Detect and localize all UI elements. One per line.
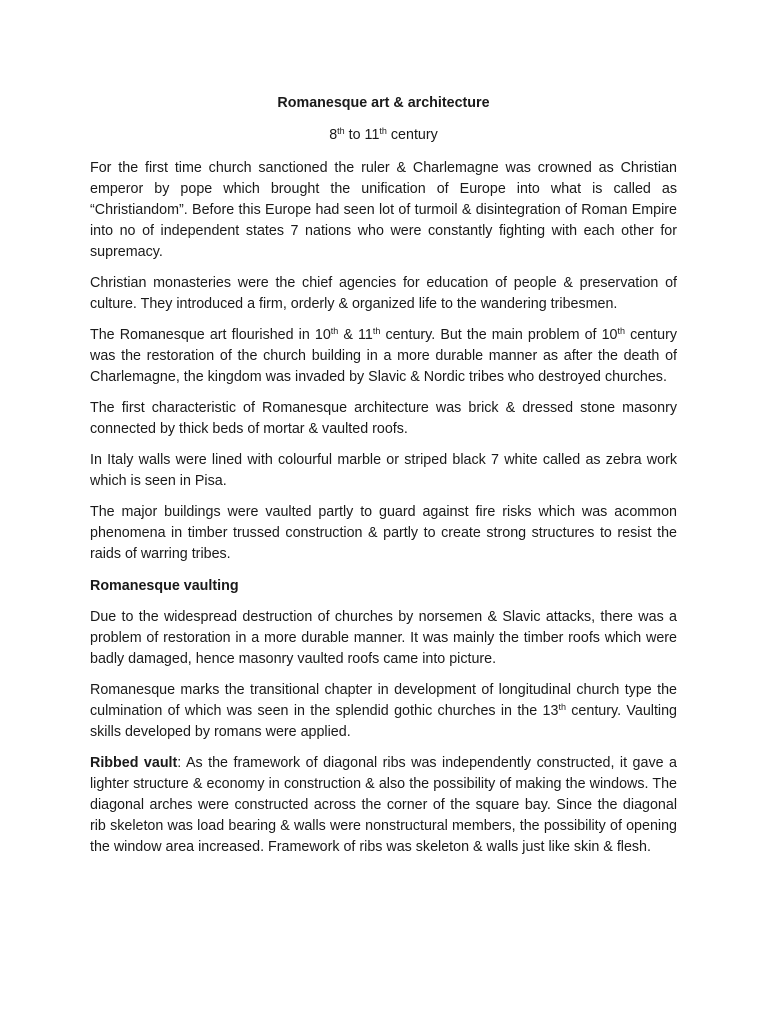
paragraph-3-part-d: century was the restoration of the church building in a more durable manner as after the death of Charlemagne, the kingdom was invaded by Slavic & Nordic tribes who destroyed churches.	[90, 327, 677, 385]
paragraph-3-part-c: century. But the main problem of 10	[380, 327, 618, 343]
paragraph-8-sup: th	[558, 702, 566, 712]
subtitle-end: century	[386, 127, 438, 143]
paragraph-3-part-b: & 11	[338, 327, 373, 343]
subtitle-start-sup: th	[337, 126, 345, 136]
paragraph-8-part-b: century. Vaulting skills developed by romans were applied.	[90, 703, 677, 740]
paragraph-8-part-a: Romanesque marks the transitional chapter in development of longitudinal church type the culmination of which was seen in the splendid gothic churches in the 13	[90, 682, 677, 719]
paragraph-9	[90, 753, 677, 858]
paragraph-5: In Italy walls were lined with colourful marble or striped black 7 white called as zebra work which is seen in Pisa.	[90, 452, 677, 489]
paragraph-4: The first characteristic of Romanesque architecture was brick & dressed stone masonry connected by thick beds of mortar & vaulted roofs.	[90, 400, 677, 437]
paragraph-2: Christian monasteries were the chief agencies for education of people & preservation of culture. They introduced a firm, orderly & organized life to the wandering tribesmen.	[90, 275, 677, 312]
paragraph-9-text: : As the framework of diagonal ribs was independently constructed, it gave a lighter structure & economy in construction & also the possibility of making the windows. The diagonal arches were constructed across the corner of the square bay. Since the diagonal rib skeleton was load bearing & walls were nonstructural members, the possibility of opening the window area increased. Framework of ribs was skeleton & walls just like skin & flesh.	[90, 755, 677, 855]
subtitle-start: 8	[329, 127, 338, 143]
document-page	[90, 93, 677, 858]
paragraph-7: Due to the widespread destruction of churches by norsemen & Slavic attacks, there was a problem of restoration in a more durable manner. It was mainly the timber roofs which were badly damaged, hence masonry vaulted roofs came into picture.	[90, 609, 677, 667]
subtitle-middle: to 11	[344, 127, 380, 143]
paragraph-3	[90, 325, 677, 388]
document-title: Romanesque art & architecture	[277, 95, 490, 111]
paragraph-8	[90, 680, 677, 743]
ribbed-vault-term: Ribbed vault	[90, 755, 178, 771]
paragraph-1: For the first time church sanctioned the ruler & Charlemagne was crowned as Christian emperor by pope which brought the unification of Europe into what is called as “Christiandom”. Before this Europe had seen lot of turmoil & disintegration of Roman Empire into no of independent states 7 nations who were constantly fighting with each other for supremacy.	[90, 160, 677, 260]
paragraph-6: The major buildings were vaulted partly to guard against fire risks which was acommon phenomena in timber trussed construction & partly to create strong structures to resist the raids of warring tribes.	[90, 504, 677, 562]
section-heading-vaulting: Romanesque vaulting	[90, 578, 239, 594]
paragraph-3-sup-3: th	[617, 326, 626, 336]
paragraph-3-part-a: The Romanesque art flourished in 10	[90, 327, 331, 343]
subtitle-end-sup: th	[379, 126, 387, 136]
document-subtitle	[90, 125, 677, 146]
paragraph-3-sup-2: th	[372, 326, 381, 336]
paragraph-3-sup-1: th	[330, 326, 339, 336]
